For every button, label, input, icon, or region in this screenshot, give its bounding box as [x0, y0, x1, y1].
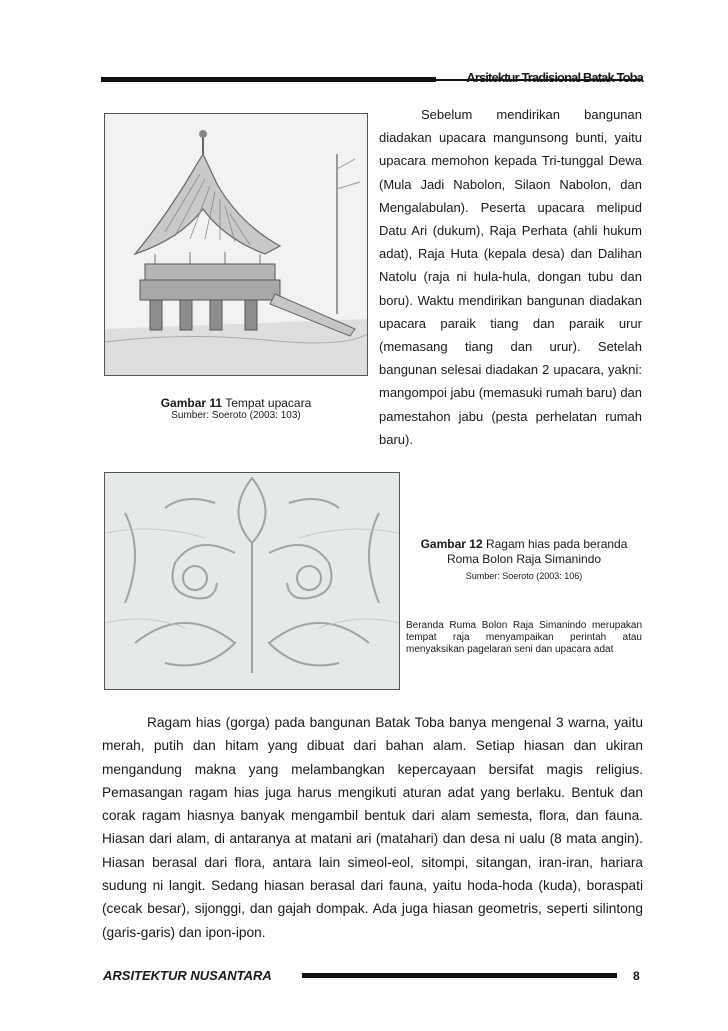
figure-11-source: Sumber: Soeroto (2003: 103): [171, 410, 301, 421]
main-text: [102, 711, 643, 944]
figure-11-caption-text: Tempat upacara: [225, 396, 312, 410]
figure-12-label: Gambar 12: [420, 537, 483, 551]
right-column-text: [379, 103, 642, 451]
figure-11-label: Gambar 11: [160, 396, 223, 410]
main-paragraph: Ragam hias (gorga) pada bangunan Batak Toba banya mengenal 3 warna, yaitu merah, putih dan hitam yang dibuat dari bahan alam. Setiap hiasan dan ukiran mengandung makna yang melambangkan kepercayaan bersifat magis religius. Pemasangan ragam hias juga harus mengikuti aturan adat yang berlaku. Bentuk dan corak ragam hiasnya banyak mengambil bentuk dari alam semesta, flora, dan fauna. Hiasan dari alam, di antaranya at matani ari (matahari) dan desa ni ualu (8 mata angin). Hiasan berasal dari flora, antara lain simeol-eol, sitompi, sitangan, iran-iran, hariara sudung ni langit. Sedang hiasan berasal dari fauna, yaitu hoda-hoda (kuda), boraspati (cecak besar), sijonggi, dan gajah dompak. Ada juga hiasan geometris, seperti silintong (garis-garis) dan ipon-ipon.: [102, 715, 643, 940]
header-rule: [101, 77, 436, 82]
right-paragraph: Sebelum mendirikan bangunan diadakan upacara mangunsong bunti, yaitu upacara memohon kepada Tri-tunggal Dewa (Mula Jadi Nabolon, Silaon Nabolon, dan Mengalabulan). Peserta upacara melipud Datu Ari (dukum), Raja Perhata (ahli hukum adat), Raja Huta (kepala desa) dan Dalihan Natolu (raja ni hula-hula, dongan tubu dan boru). Waktu mendirikan bangunan diadakan upacara paraik tiang dan paraik urur (memasang tiang dan urur). Setelah bangunan selesai diadakan 2 upacara, yakni: mangompoi jabu (memasuki rumah baru) dan pamestahon jabu (pesta perhelatan rumah baru).: [379, 107, 643, 447]
running-header: Arsitektur Tradisional Batak Toba: [466, 70, 643, 85]
figure-12-image: [104, 472, 400, 690]
footer-rule: [302, 973, 617, 978]
figure-12-caption: [406, 537, 642, 584]
figure-11-caption: [104, 396, 368, 410]
figure-12-caption-text: Ragam hias pada beranda Roma Bolon Raja Simanindo: [446, 537, 628, 566]
footer-title: ARSITEKTUR NUSANTARA: [103, 968, 272, 983]
figure-12-source: Sumber: Soeroto (2003: 106): [465, 571, 583, 581]
figure-12-description: Beranda Ruma Bolon Raja Simanindo merupakan tempat raja menyampaikan perintah atau menyaksikan pagelaran seni dan upacara adat: [406, 620, 642, 656]
figure-11-image: [104, 113, 368, 376]
page-number: 8: [633, 969, 640, 983]
